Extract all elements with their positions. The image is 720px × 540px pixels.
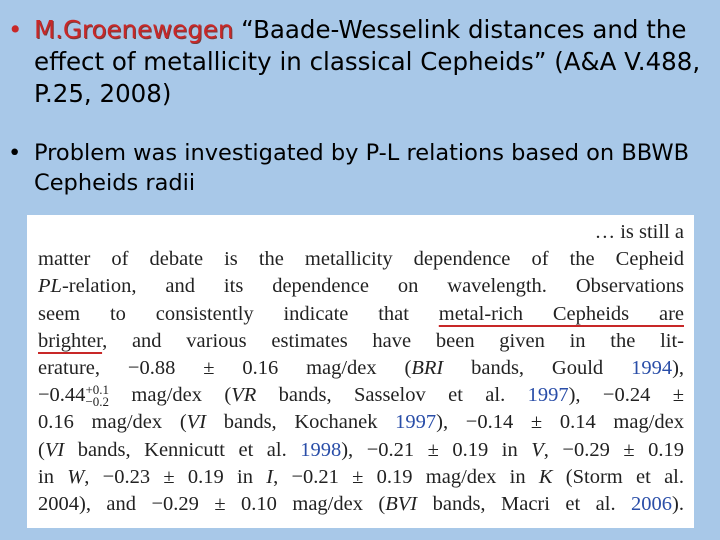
excerpt-italic: BRI bbox=[411, 356, 444, 379]
excerpt-text: (Storm et al. bbox=[552, 465, 684, 488]
excerpt-italic: VI bbox=[44, 438, 65, 461]
asymmetric-error bbox=[85, 384, 109, 408]
excerpt-italic: BVI bbox=[385, 492, 418, 515]
excerpt-text: bands, Sasselov et al. bbox=[256, 384, 528, 407]
excerpt-italic: W bbox=[67, 465, 85, 488]
excerpt-text: bands, Macri et al. bbox=[417, 492, 632, 515]
excerpt-text: , and various estimates have been given in the lit- bbox=[102, 329, 684, 352]
bullet-text bbox=[34, 14, 708, 110]
excerpt-text: ), −0.24 ± bbox=[568, 384, 684, 407]
excerpt-text: bands, Kennicutt et al. bbox=[64, 438, 301, 461]
excerpt-line bbox=[38, 382, 684, 409]
excerpt-text: bands, Kochanek bbox=[206, 411, 396, 434]
bullet-problem-statement bbox=[8, 138, 708, 198]
excerpt-text: erature, −0.88 ± 0.16 mag/dex ( bbox=[38, 356, 412, 379]
excerpt-text: mag/dex ( bbox=[109, 384, 232, 407]
excerpt-text: bands, Gould bbox=[443, 356, 632, 379]
bullet-text: Problem was investigated by P-L relations based on BBWB Cepheids radii bbox=[34, 140, 690, 196]
highlighted-phrase: brighter bbox=[38, 329, 103, 352]
excerpt-line bbox=[38, 437, 684, 464]
excerpt-line bbox=[38, 491, 684, 518]
citation-link[interactable]: 1997 bbox=[395, 411, 437, 434]
excerpt-italic: VI bbox=[186, 411, 207, 434]
excerpt-line bbox=[38, 464, 684, 491]
excerpt-text: ). bbox=[672, 492, 684, 515]
excerpt-italic: I bbox=[266, 465, 274, 488]
excerpt-text: , −0.23 ± 0.19 in bbox=[84, 465, 267, 488]
bullet-marker: • bbox=[8, 15, 23, 44]
excerpt-line bbox=[38, 219, 684, 246]
excerpt-text: in bbox=[38, 465, 68, 488]
excerpt-line bbox=[38, 409, 684, 436]
excerpt-text: , −0.21 ± 0.19 mag/dex in bbox=[273, 465, 539, 488]
excerpt-text: ), −0.21 ± 0.19 in bbox=[341, 438, 532, 461]
citation-link[interactable]: 1994 bbox=[631, 356, 673, 379]
excerpt-text: ), −0.14 ± 0.14 mag/dex bbox=[436, 411, 685, 434]
excerpt-text: ), bbox=[672, 356, 685, 379]
error-upper: +0.1 bbox=[85, 382, 110, 398]
excerpt-italic: PL bbox=[38, 275, 62, 298]
excerpt-line bbox=[38, 301, 684, 328]
excerpt-line bbox=[38, 273, 684, 300]
error-lower: −0.2 bbox=[85, 394, 110, 410]
excerpt-text: 0.16 mag/dex ( bbox=[38, 411, 187, 434]
highlighted-phrase: metal-rich Cepheids are bbox=[438, 302, 684, 325]
excerpt-text: … is still a bbox=[594, 221, 684, 243]
citation-link[interactable]: 2006 bbox=[631, 492, 673, 515]
excerpt-italic: VR bbox=[231, 384, 257, 407]
excerpt-text: -relation, and its dependence on wavelength. Observations bbox=[61, 275, 684, 298]
author-name: M.Groenewegen bbox=[34, 15, 234, 44]
paper-title: “Baade-Wesselink distances and the effect of metallicity in classical Cepheids” (A&A V.488, P.25, 2008) bbox=[34, 15, 701, 108]
excerpt-text: matter of debate is the metallicity dependence of the Cepheid bbox=[38, 248, 684, 271]
excerpt-italic: K bbox=[538, 465, 553, 488]
excerpt-italic: V bbox=[531, 438, 544, 461]
excerpt-text: seem to consistently indicate that bbox=[38, 302, 439, 325]
bullet-marker: • bbox=[8, 140, 22, 166]
citation-link[interactable]: 1997 bbox=[527, 384, 569, 407]
excerpt-line bbox=[38, 246, 684, 273]
excerpt-text: 2004), and −0.29 ± 0.10 mag/dex ( bbox=[38, 492, 386, 515]
bullet-paper-reference bbox=[8, 14, 708, 110]
excerpt-text: −0.44 bbox=[38, 384, 86, 407]
excerpt-text: ( bbox=[38, 438, 45, 461]
excerpt-line bbox=[38, 355, 684, 382]
citation-link[interactable]: 1998 bbox=[300, 438, 342, 461]
excerpt-line bbox=[38, 328, 684, 355]
paper-excerpt-image bbox=[27, 215, 694, 528]
excerpt-text: , −0.29 ± 0.19 bbox=[543, 438, 684, 461]
